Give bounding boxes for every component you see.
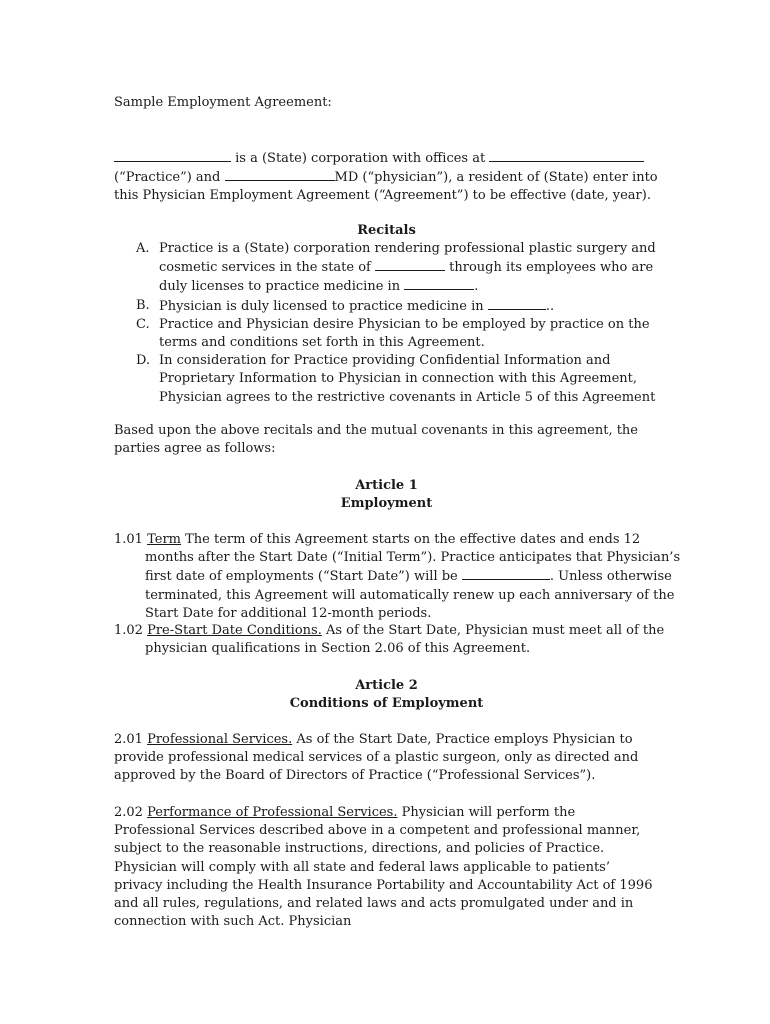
intro-line-2	[114, 168, 659, 187]
section-1-01-text-end: . Unless otherwise terminated, this Agreement will automatically renew up each anniversary of the Start Date for additional 12-month periods.	[145, 569, 675, 621]
section-1-02-number: 1.02	[114, 623, 143, 638]
intro-text-3: MD (“physician”), a resident of (State) enter into	[334, 170, 658, 186]
recital-a-text-3b: .	[474, 279, 479, 295]
based-upon-paragraph: Based upon the above recitals and the mutual covenants in this agreement, the parties agree as follows:	[114, 423, 638, 457]
section-2-01-text: As of the Start Date, Practice employs Physician to provide professional medical services of a plastic surgeon, only as directed and approved by the Board of Directors of Practice (“Professional Services”).	[114, 732, 639, 784]
intro-line-1	[114, 149, 659, 168]
start-date-blank	[462, 567, 550, 580]
recital-a	[114, 240, 659, 297]
recital-d	[114, 352, 659, 407]
section-1-02	[114, 622, 690, 658]
section-1-02-label: Pre-Start Date Conditions.	[147, 623, 322, 638]
intro-text-2: (“Practice”) and	[114, 170, 221, 186]
recital-a-text-3a: duly licenses to practice medicine in	[159, 279, 401, 295]
license-state-blank	[404, 277, 474, 290]
section-2-02-number: 2.02	[114, 805, 143, 820]
physician-name-blank	[225, 168, 335, 181]
recitals-heading: Recitals	[357, 223, 416, 238]
recital-d-marker: D.	[136, 353, 151, 369]
section-2-02-label: Performance of Professional Services.	[147, 805, 398, 820]
section-2-02-text: Physician will perform the Professional Services described above in a competent and professional manner, subject to the reasonable instructions, directions, and policies of Practice. Physician will comply with all state and federal laws applicable to patients’ privacy including the Health Insurance Portability and Accountability Act of 1996 and all rules, regulations, and related laws and acts promulgated under and in connection with such Act. Physician	[114, 805, 653, 930]
recital-a-text-2a: cosmetic services in the state of	[159, 260, 371, 276]
section-1-02-text: As of the Start Date, Physician must meet all of the physician qualifications in Section 2.06 of this Agreement.	[145, 623, 665, 657]
practice-name-blank	[114, 149, 231, 162]
article-2-title: Conditions of Employment	[289, 696, 484, 711]
recital-c-marker: C.	[136, 316, 150, 332]
recital-a-line-3	[159, 277, 659, 296]
section-1-01	[114, 531, 690, 623]
recital-b-text: Physician is duly licensed to practice medicine in	[159, 298, 484, 314]
section-1-01-number: 1.01	[114, 532, 143, 547]
recital-b	[114, 297, 659, 316]
state-blank	[375, 258, 445, 271]
recital-a-marker: A.	[136, 241, 150, 256]
recital-d-text: In consideration for Practice providing Confidential Information and Proprietary Information to Physician in connection with this Agreement, Physician agrees to the restrictive covenants in Article 5 of this Agreement	[159, 353, 656, 405]
section-2-01-label: Professional Services.	[147, 732, 293, 747]
document-title: Sample Employment Agreement:	[114, 95, 332, 110]
recital-a-text-2b: through its employees who are	[449, 260, 654, 276]
recital-c-text: Practice and Physician desire Physician to be employed by practice on the terms and conditions set forth in this Agreement.	[159, 316, 650, 351]
section-1-01-text: The term of this Agreement starts on the effective dates and ends 12 months after the Start Date (“Initial Term”). Practice anticipates that Physician’s first date of employments (“Start Date”) will be	[145, 532, 681, 585]
article-1-title: Employment	[340, 496, 433, 511]
intro-text-1: is a (State) corporation with offices at	[235, 151, 486, 166]
recital-a-line-1: Practice is a (State) corporation rendering professional plastic surgery and	[159, 241, 656, 256]
intro-line-3: this Physician Employment Agreement (“Agreement”) to be effective (date, year).	[114, 188, 651, 204]
section-1-01-label: Term	[147, 532, 181, 547]
article-2-number: Article 2	[355, 678, 418, 693]
intro-paragraph	[114, 149, 659, 206]
section-2-02	[114, 804, 659, 931]
recital-a-line-2	[159, 258, 659, 277]
recital-b-marker: B.	[136, 297, 150, 313]
article-1-number: Article 1	[355, 478, 418, 493]
section-2-01-number: 2.01	[114, 732, 143, 747]
recital-c	[114, 316, 659, 352]
office-address-blank	[489, 149, 644, 162]
recital-b-end: ..	[545, 298, 555, 314]
licensed-state-blank	[488, 297, 546, 310]
section-2-01	[114, 731, 659, 786]
recitals-list	[114, 240, 659, 407]
